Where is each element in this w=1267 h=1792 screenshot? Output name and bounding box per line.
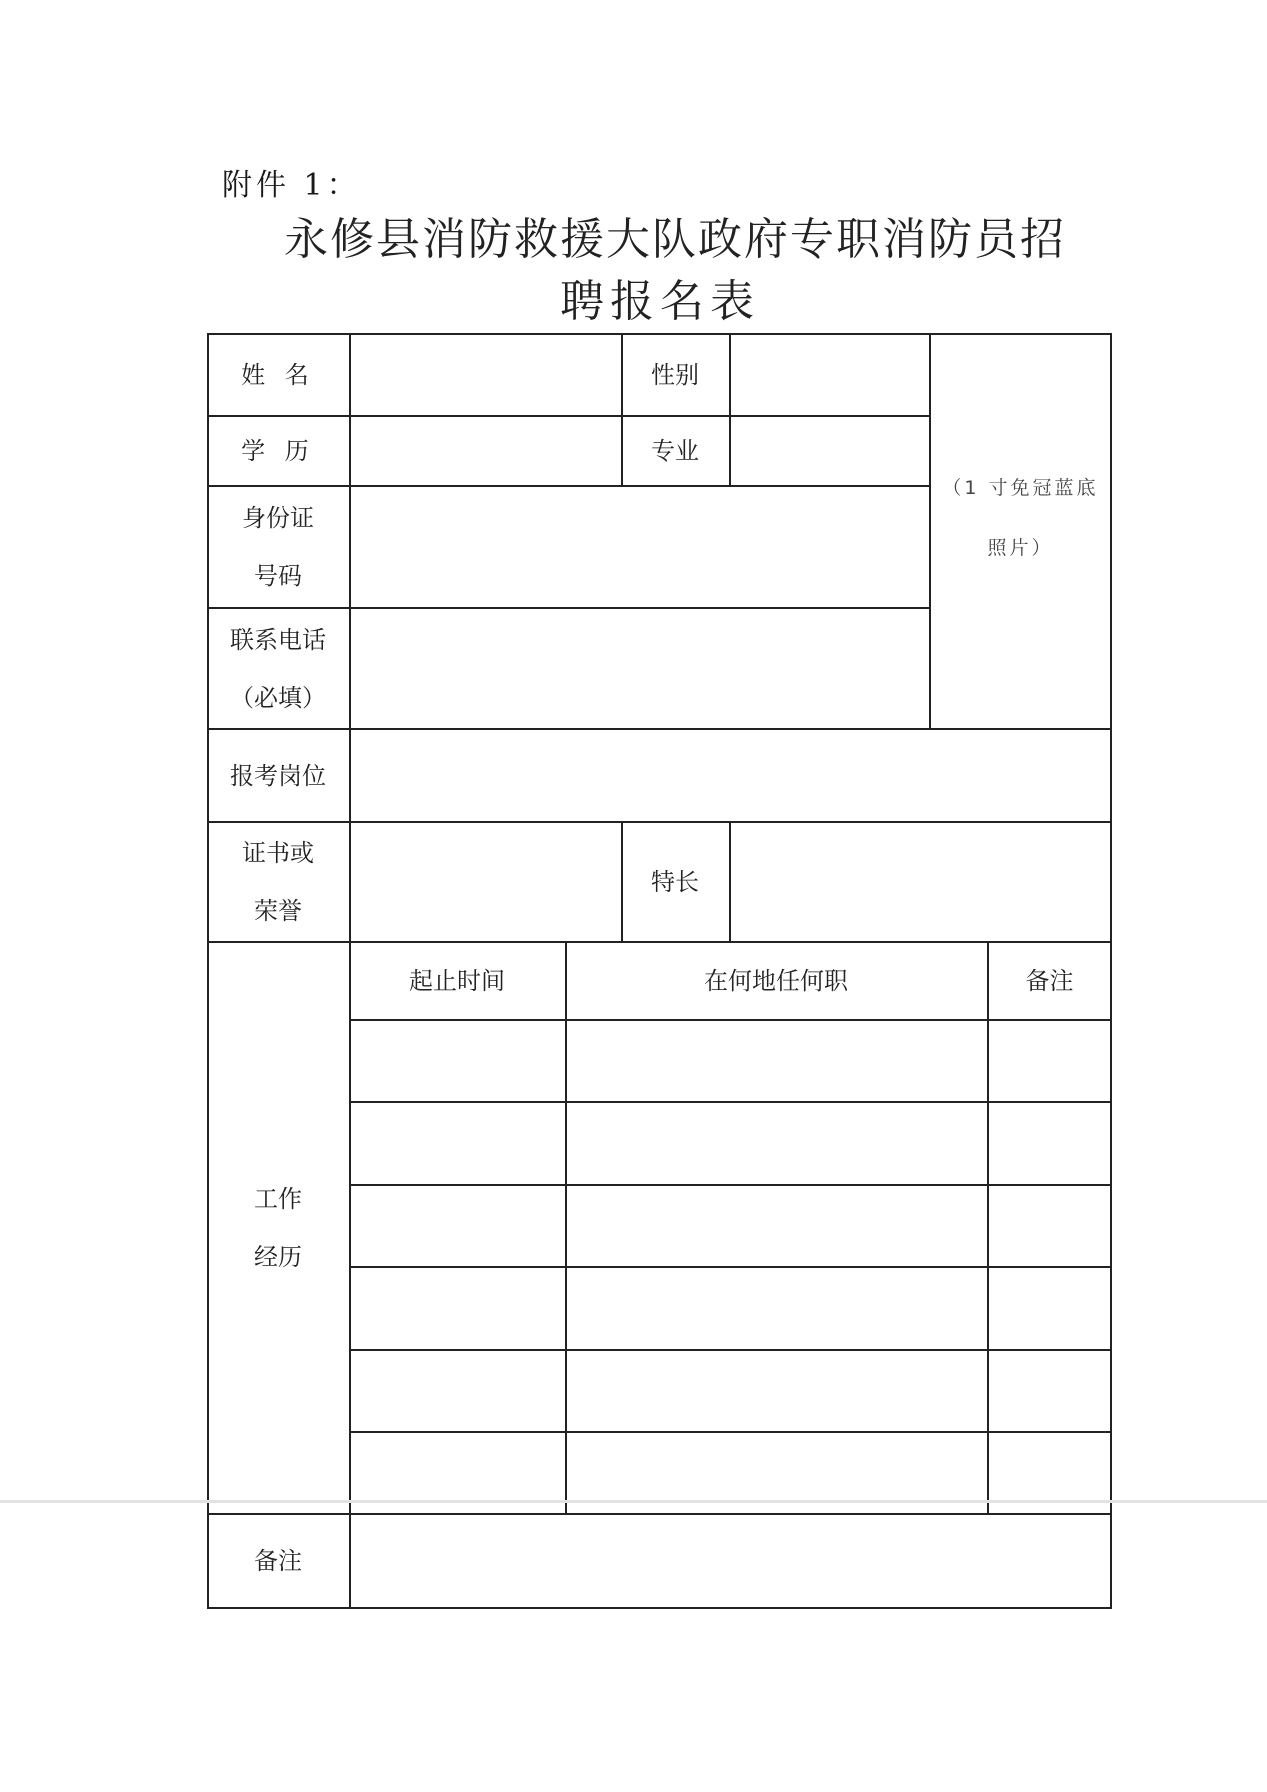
work-label-line-2: 经历	[254, 1243, 302, 1271]
form-title-line-2: 聘报名表	[560, 276, 760, 327]
remarks-label: 备注	[254, 1547, 302, 1575]
attachment-label: 附件 1：	[222, 168, 361, 203]
phone-label	[207, 607, 349, 730]
gender-label: 性别	[651, 361, 699, 389]
form-title-line-1: 永修县消防救援大队政府专职消防员招	[284, 214, 1066, 265]
work-experience-label	[207, 941, 349, 1515]
row-divider	[351, 1266, 1112, 1268]
row-divider	[351, 1349, 1112, 1351]
id-number-label	[207, 485, 349, 609]
education-label: 学 历	[241, 437, 315, 465]
work-column-period: 起止时间	[409, 967, 505, 995]
id-number-label-line-2: 号码	[254, 562, 302, 590]
scan-artifact-line	[0, 1500, 1267, 1503]
work-column-place-position: 在何地任何职	[704, 967, 848, 995]
major-label: 专业	[651, 437, 699, 465]
id-number-label-line-1: 身份证	[242, 504, 314, 532]
row-divider	[351, 1101, 1112, 1103]
certificate-label-line-1: 证书或	[242, 839, 314, 867]
photo-placeholder-note	[929, 453, 1112, 583]
specialty-label: 特长	[651, 868, 699, 896]
applied-position-label: 报考岗位	[230, 761, 326, 790]
row-divider	[351, 1431, 1112, 1433]
certificate-label	[207, 821, 349, 943]
phone-label-line-2: （必填）	[230, 683, 326, 712]
col-divider	[987, 941, 989, 1515]
work-column-remarks: 备注	[1025, 967, 1074, 995]
col-divider	[729, 333, 731, 487]
photo-note-line-2: 照片）	[987, 537, 1054, 559]
row-divider	[351, 1184, 1112, 1186]
registration-form-table	[207, 333, 1112, 1609]
phone-label-line-1: 联系电话	[230, 625, 326, 654]
certificate-label-line-2: 荣誉	[254, 897, 302, 925]
work-label-line-1: 工作	[254, 1185, 302, 1213]
name-label: 姓 名	[241, 361, 315, 389]
photo-note-line-1: （1 寸免冠蓝底	[942, 477, 1099, 499]
col-divider	[565, 941, 567, 1515]
col-divider	[729, 821, 731, 943]
